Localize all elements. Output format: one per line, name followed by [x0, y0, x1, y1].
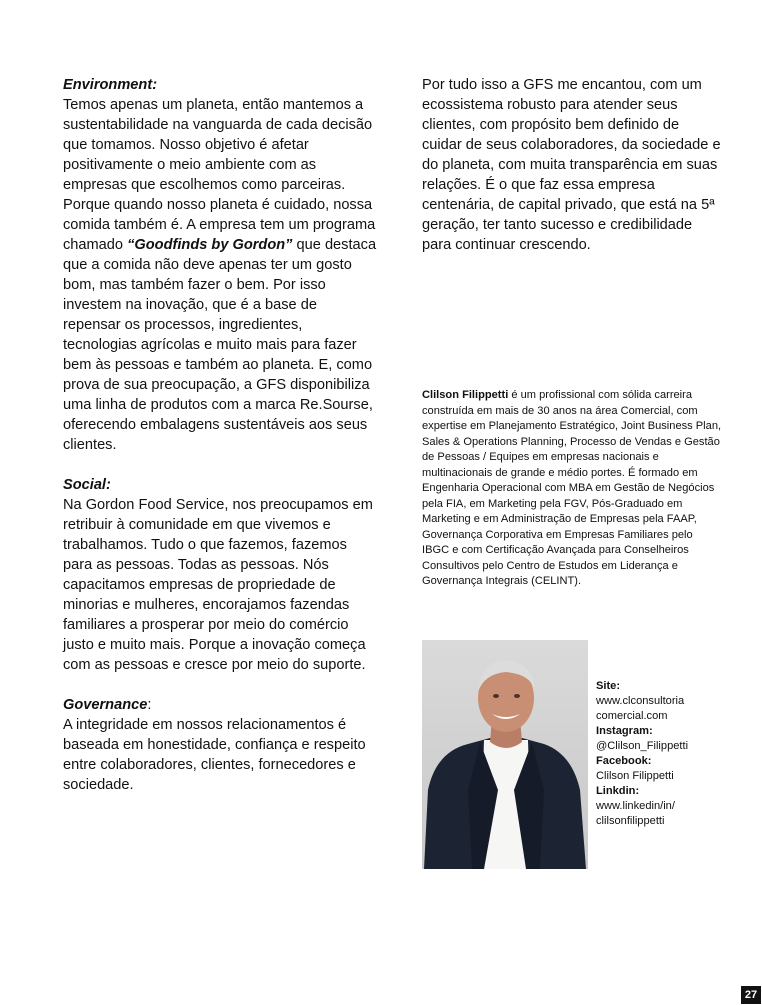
environment-heading: Environment: — [63, 77, 158, 93]
author-name: Clilson Filippetti — [422, 389, 509, 401]
linkedin-value-line-2[interactable]: clilsonfilippetti — [596, 815, 665, 827]
environment-text-before: Temos apenas um planeta, então mantemos a sustentabilidade na vanguarda de cada decisão que tomamos. Nosso objetivo é afetar positivamente o meio ambiente com as empresas que escolhemos como parceiras. Porque quando nosso planeta é cuidado, nossa comida também é. A empresa tem um programa chamado — [63, 97, 376, 253]
contact-info — [596, 679, 716, 829]
governance-heading: Governance — [63, 697, 148, 713]
facebook-label: Facebook: — [596, 755, 652, 767]
author-portrait-illustration — [422, 640, 588, 869]
instagram-label: Instagram: — [596, 725, 653, 737]
social-heading: Social: — [63, 477, 111, 493]
site-label: Site: — [596, 680, 621, 692]
linkedin-label: Linkdin: — [596, 785, 640, 797]
left-column — [63, 75, 378, 795]
right-column-text — [422, 75, 722, 255]
author-photo — [422, 640, 588, 869]
bio-text: é um profissional com sólida carreira construída em mais de 30 anos na área Comercial, com expertise em Planejamento Estratégico, Joint Business Plan, Sales & Operations Planning, Processo de Vendas e Gestão de Pessoas / Equipes em empresas nacionais e multinacionais de grande e médio portes. É formado em Engenharia Operacional com MBA em Gestão de Negócios pela FIA, em Marketing pela FGV, Pós-Graduado em Marketing e em Administração de Empresas pela FAAP, Governança Corporativa em Empresas Familiares pelo IBGC e com Certificação Avançada para Conselheiros Consultivos pelo Centro de Estudos em Liderança e Governança Integrais (CELINT). — [422, 389, 722, 587]
governance-paragraph: A integridade em nossos relacionamentos é baseada em honestidade, confiança e respeito entre colaboradores, clientes, fornecedores e sociedade. — [63, 717, 366, 793]
environment-text-after: que destaca que a comida não deve apenas ter um gosto bom, mas também fazer o bem. Por isso investem na inovação, que é a base de repensar os processos, ingredientes, tecnologias agrícolas e muito mais para fazer bem às pessoas e também ao planeta. E, como prova de sua preocupação, a GFS disponibiliza uma linha de produtos com a marca Re.Sourse, oferecendo embalagens sustentáveis aos seus clientes. — [63, 237, 377, 453]
governance-heading-line — [63, 695, 378, 715]
author-bio — [422, 388, 722, 590]
bio-paragraph — [422, 388, 722, 590]
governance-colon: : — [147, 697, 152, 713]
environment-paragraph — [63, 95, 378, 455]
social-paragraph: Na Gordon Food Service, nos preocupamos em retribuir à comunidade em que vivemos e trabalhamos. Tudo o que fazemos, fazemos para as pessoas. Todas as pessoas. Nós capacitamos empresas de propriedade de minorias e mulheres, encorajamos fazendas familiares a prosperar por meio do comércio justo e muito mais. Porque a inovação começa com as pessoas e cresce por meio do suporte. — [63, 497, 373, 673]
instagram-value[interactable]: @Clilson_Filippetti — [596, 740, 689, 752]
facebook-value[interactable]: Clilson Filippetti — [596, 770, 674, 782]
site-value-line-2[interactable]: comercial.com — [596, 710, 668, 722]
site-value-line-1[interactable]: www.clconsultoria — [596, 695, 685, 707]
linkedin-value-line-1[interactable]: www.linkedin/in/ — [596, 800, 675, 812]
closing-paragraph: Por tudo isso a GFS me encantou, com um ecossistema robusto para atender seus clientes, com propósito bem definido de cuidar de seus colaboradores, da sociedade e do planeta, com muita transparência em suas relações. É o que faz essa empresa centenária, de capital privado, que está na 5ª geração, ter tanto sucesso e credibilidade para continuar crescendo. — [422, 77, 721, 253]
goodfinds-program-name: “Goodfinds by Gordon” — [127, 237, 293, 253]
page-number-badge: 27 — [741, 986, 761, 1004]
